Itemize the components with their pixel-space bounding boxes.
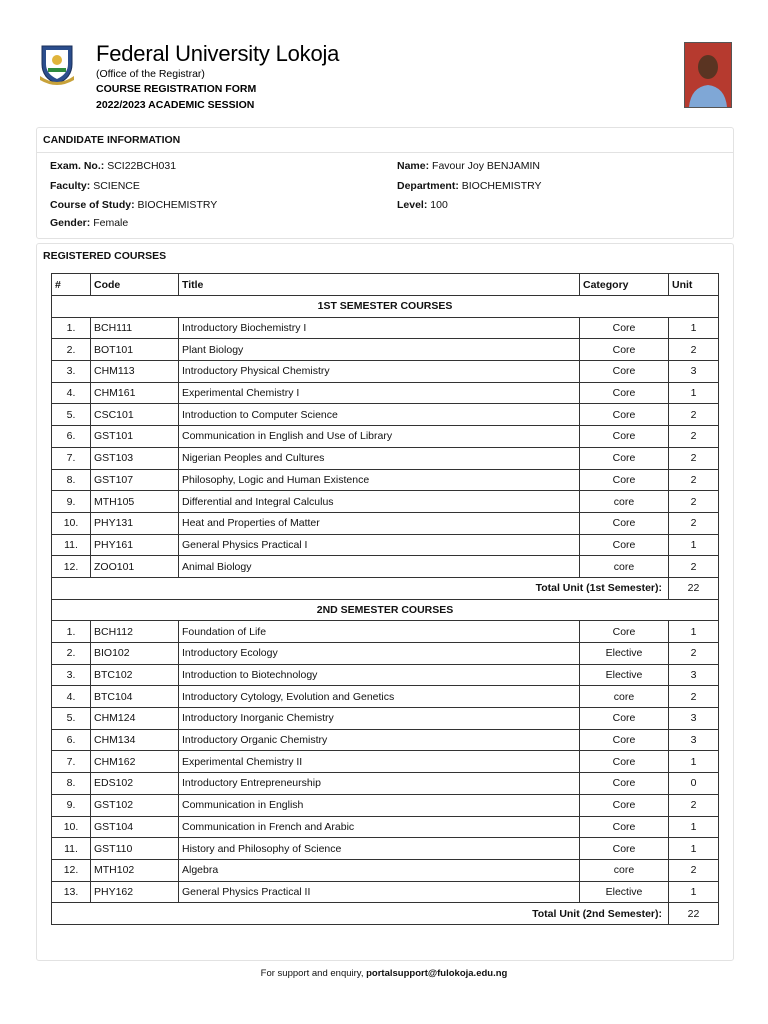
gender	[50, 217, 128, 229]
faculty	[50, 180, 140, 192]
row-number: 12.	[52, 859, 91, 881]
exam-number-label: Exam. No.:	[50, 160, 105, 172]
course-unit: 1	[669, 838, 719, 860]
table-row	[52, 491, 719, 513]
row-number: 9.	[52, 491, 91, 513]
course-code: GST110	[91, 838, 179, 860]
table-header-row	[52, 274, 719, 296]
course-unit: 2	[669, 556, 719, 578]
column-header: Title	[179, 274, 580, 296]
course-unit: 2	[669, 859, 719, 881]
course-unit: 1	[669, 382, 719, 404]
total-unit-label: Total Unit (2nd Semester):	[52, 903, 669, 925]
form-title: COURSE REGISTRATION FORM	[96, 83, 257, 95]
total-unit-label: Total Unit (1st Semester):	[52, 577, 669, 599]
table-row	[52, 664, 719, 686]
registered-section-title: REGISTERED COURSES	[43, 250, 167, 262]
course-category: Core	[580, 838, 669, 860]
course-unit: 3	[669, 708, 719, 730]
course-code: PHY161	[91, 534, 179, 556]
course-category: Elective	[580, 664, 669, 686]
faculty-value: SCIENCE	[93, 180, 140, 192]
course-of-study	[50, 199, 217, 211]
course-code: CHM161	[91, 382, 179, 404]
row-number: 7.	[52, 751, 91, 773]
course-unit: 1	[669, 317, 719, 339]
course-title: Nigerian Peoples and Cultures	[179, 447, 580, 469]
row-number: 13.	[52, 881, 91, 903]
row-number: 11.	[52, 534, 91, 556]
footer-text: For support and enquiry,	[260, 968, 364, 979]
course-category: Core	[580, 404, 669, 426]
course-title: Introduction to Computer Science	[179, 404, 580, 426]
course-code: PHY162	[91, 881, 179, 903]
course-category: core	[580, 859, 669, 881]
course-category: Core	[580, 339, 669, 361]
row-number: 9.	[52, 794, 91, 816]
course-unit: 3	[669, 361, 719, 383]
row-number: 12.	[52, 556, 91, 578]
table-row	[52, 339, 719, 361]
table-row	[52, 686, 719, 708]
candidate-name	[397, 160, 540, 172]
course-title: Communication in English	[179, 794, 580, 816]
column-header: Category	[580, 274, 669, 296]
course-category: Core	[580, 794, 669, 816]
name-value: Favour Joy BENJAMIN	[432, 160, 540, 172]
course-title: Introductory Ecology	[179, 643, 580, 665]
course-unit: 2	[669, 404, 719, 426]
course-unit: 3	[669, 729, 719, 751]
courses-table	[51, 273, 719, 925]
row-number: 11.	[52, 838, 91, 860]
course-category: Core	[580, 469, 669, 491]
total-unit-value: 22	[669, 903, 719, 925]
table-row	[52, 773, 719, 795]
faculty-label: Faculty:	[50, 180, 91, 192]
document-header	[0, 0, 768, 120]
gender-label: Gender:	[50, 217, 91, 229]
course-code: GST102	[91, 794, 179, 816]
course-title: Introductory Inorganic Chemistry	[179, 708, 580, 730]
course-unit: 1	[669, 621, 719, 643]
course-category: Core	[580, 317, 669, 339]
course-category: Core	[580, 751, 669, 773]
level-label: Level:	[397, 199, 428, 211]
course-unit: 1	[669, 751, 719, 773]
row-number: 6.	[52, 426, 91, 448]
table-row	[52, 447, 719, 469]
row-number: 4.	[52, 686, 91, 708]
table-row	[52, 794, 719, 816]
table-row	[52, 556, 719, 578]
course-code: MTH105	[91, 491, 179, 513]
course-category: Core	[580, 382, 669, 404]
course-code: CHM162	[91, 751, 179, 773]
course-title: Philosophy, Logic and Human Existence	[179, 469, 580, 491]
course-unit: 1	[669, 534, 719, 556]
course-code: BCH112	[91, 621, 179, 643]
table-row	[52, 859, 719, 881]
support-footer	[0, 968, 768, 979]
course-category: Core	[580, 708, 669, 730]
table-row	[52, 881, 719, 903]
semester-total-row	[52, 577, 719, 599]
course-unit: 2	[669, 643, 719, 665]
course-code: BIO102	[91, 643, 179, 665]
course-title: Foundation of Life	[179, 621, 580, 643]
course-title: Introductory Cytology, Evolution and Genetics	[179, 686, 580, 708]
course-title: Heat and Properties of Matter	[179, 512, 580, 534]
table-row	[52, 534, 719, 556]
course-value: BIOCHEMISTRY	[137, 199, 218, 211]
course-title: Introductory Physical Chemistry	[179, 361, 580, 383]
course-label: Course of Study:	[50, 199, 135, 211]
course-code: PHY131	[91, 512, 179, 534]
exam-number	[50, 160, 176, 172]
course-unit: 0	[669, 773, 719, 795]
course-unit: 1	[669, 881, 719, 903]
semester-heading-row	[52, 296, 719, 318]
semester-heading: 2ND SEMESTER COURSES	[52, 599, 719, 621]
table-row	[52, 404, 719, 426]
course-code: CSC101	[91, 404, 179, 426]
total-unit-value: 22	[669, 577, 719, 599]
candidate-section-title: CANDIDATE INFORMATION	[37, 128, 733, 153]
table-row	[52, 361, 719, 383]
course-title: Experimental Chemistry I	[179, 382, 580, 404]
office-subtitle: (Office of the Registrar)	[96, 68, 205, 80]
course-unit: 2	[669, 512, 719, 534]
course-title: Differential and Integral Calculus	[179, 491, 580, 513]
course-title: Introductory Organic Chemistry	[179, 729, 580, 751]
course-unit: 1	[669, 816, 719, 838]
column-header: #	[52, 274, 91, 296]
course-title: Animal Biology	[179, 556, 580, 578]
semester-heading: 1ST SEMESTER COURSES	[52, 296, 719, 318]
course-category: core	[580, 491, 669, 513]
course-title: Introductory Biochemistry I	[179, 317, 580, 339]
row-number: 10.	[52, 816, 91, 838]
course-code: BTC104	[91, 686, 179, 708]
table-row	[52, 751, 719, 773]
row-number: 2.	[52, 339, 91, 361]
course-code: CHM113	[91, 361, 179, 383]
course-category: Core	[580, 512, 669, 534]
course-unit: 2	[669, 491, 719, 513]
column-header: Unit	[669, 274, 719, 296]
course-title: Communication in French and Arabic	[179, 816, 580, 838]
course-unit: 2	[669, 447, 719, 469]
course-code: BTC102	[91, 664, 179, 686]
course-category: Core	[580, 361, 669, 383]
course-title: Introduction to Biotechnology	[179, 664, 580, 686]
row-number: 8.	[52, 469, 91, 491]
column-header: Code	[91, 274, 179, 296]
table-row	[52, 317, 719, 339]
course-category: Elective	[580, 643, 669, 665]
course-category: Core	[580, 729, 669, 751]
table-row	[52, 643, 719, 665]
row-number: 3.	[52, 361, 91, 383]
row-number: 5.	[52, 404, 91, 426]
gender-value: Female	[93, 217, 129, 229]
course-unit: 3	[669, 664, 719, 686]
course-title: General Physics Practical II	[179, 881, 580, 903]
row-number: 1.	[52, 317, 91, 339]
university-crest-icon	[38, 42, 76, 86]
table-row	[52, 469, 719, 491]
table-row	[52, 426, 719, 448]
course-title: History and Philosophy of Science	[179, 838, 580, 860]
support-email: portalsupport@fulokoja.edu.ng	[366, 968, 508, 979]
row-number: 7.	[52, 447, 91, 469]
table-row	[52, 838, 719, 860]
department	[397, 180, 542, 192]
course-code: MTH102	[91, 859, 179, 881]
course-category: core	[580, 686, 669, 708]
course-category: Core	[580, 426, 669, 448]
row-number: 1.	[52, 621, 91, 643]
course-category: Core	[580, 816, 669, 838]
semester-heading-row	[52, 599, 719, 621]
course-code: GST107	[91, 469, 179, 491]
course-code: CHM124	[91, 708, 179, 730]
course-title: General Physics Practical I	[179, 534, 580, 556]
table-row	[52, 621, 719, 643]
candidate-information-panel	[36, 127, 734, 239]
row-number: 2.	[52, 643, 91, 665]
table-row	[52, 512, 719, 534]
university-name: Federal University Lokoja	[96, 41, 340, 66]
courses-table-body	[52, 296, 719, 925]
course-category: Core	[580, 773, 669, 795]
academic-session: 2022/2023 ACADEMIC SESSION	[96, 99, 255, 111]
course-code: GST103	[91, 447, 179, 469]
department-value: BIOCHEMISTRY	[461, 180, 542, 192]
table-row	[52, 382, 719, 404]
level-value: 100	[430, 199, 448, 211]
course-category: Elective	[580, 881, 669, 903]
course-title: Introductory Entrepreneurship	[179, 773, 580, 795]
course-unit: 2	[669, 794, 719, 816]
course-category: Core	[580, 534, 669, 556]
course-title: Experimental Chemistry II	[179, 751, 580, 773]
student-photo	[684, 42, 732, 108]
course-code: ZOO101	[91, 556, 179, 578]
level	[397, 199, 448, 211]
course-category: core	[580, 556, 669, 578]
course-code: CHM134	[91, 729, 179, 751]
course-code: EDS102	[91, 773, 179, 795]
course-unit: 2	[669, 426, 719, 448]
course-title: Communication in English and Use of Library	[179, 426, 580, 448]
row-number: 4.	[52, 382, 91, 404]
table-row	[52, 729, 719, 751]
course-code: GST104	[91, 816, 179, 838]
course-title: Algebra	[179, 859, 580, 881]
course-unit: 2	[669, 469, 719, 491]
row-number: 5.	[52, 708, 91, 730]
table-row	[52, 708, 719, 730]
row-number: 8.	[52, 773, 91, 795]
semester-total-row	[52, 903, 719, 925]
row-number: 10.	[52, 512, 91, 534]
course-category: Core	[580, 447, 669, 469]
course-unit: 2	[669, 339, 719, 361]
row-number: 6.	[52, 729, 91, 751]
department-label: Department:	[397, 180, 459, 192]
course-category: Core	[580, 621, 669, 643]
exam-number-value: SCI22BCH031	[107, 160, 177, 172]
course-title: Plant Biology	[179, 339, 580, 361]
table-row	[52, 816, 719, 838]
course-code: GST101	[91, 426, 179, 448]
name-label: Name:	[397, 160, 430, 172]
course-code: BCH111	[91, 317, 179, 339]
course-code: BOT101	[91, 339, 179, 361]
course-unit: 2	[669, 686, 719, 708]
row-number: 3.	[52, 664, 91, 686]
